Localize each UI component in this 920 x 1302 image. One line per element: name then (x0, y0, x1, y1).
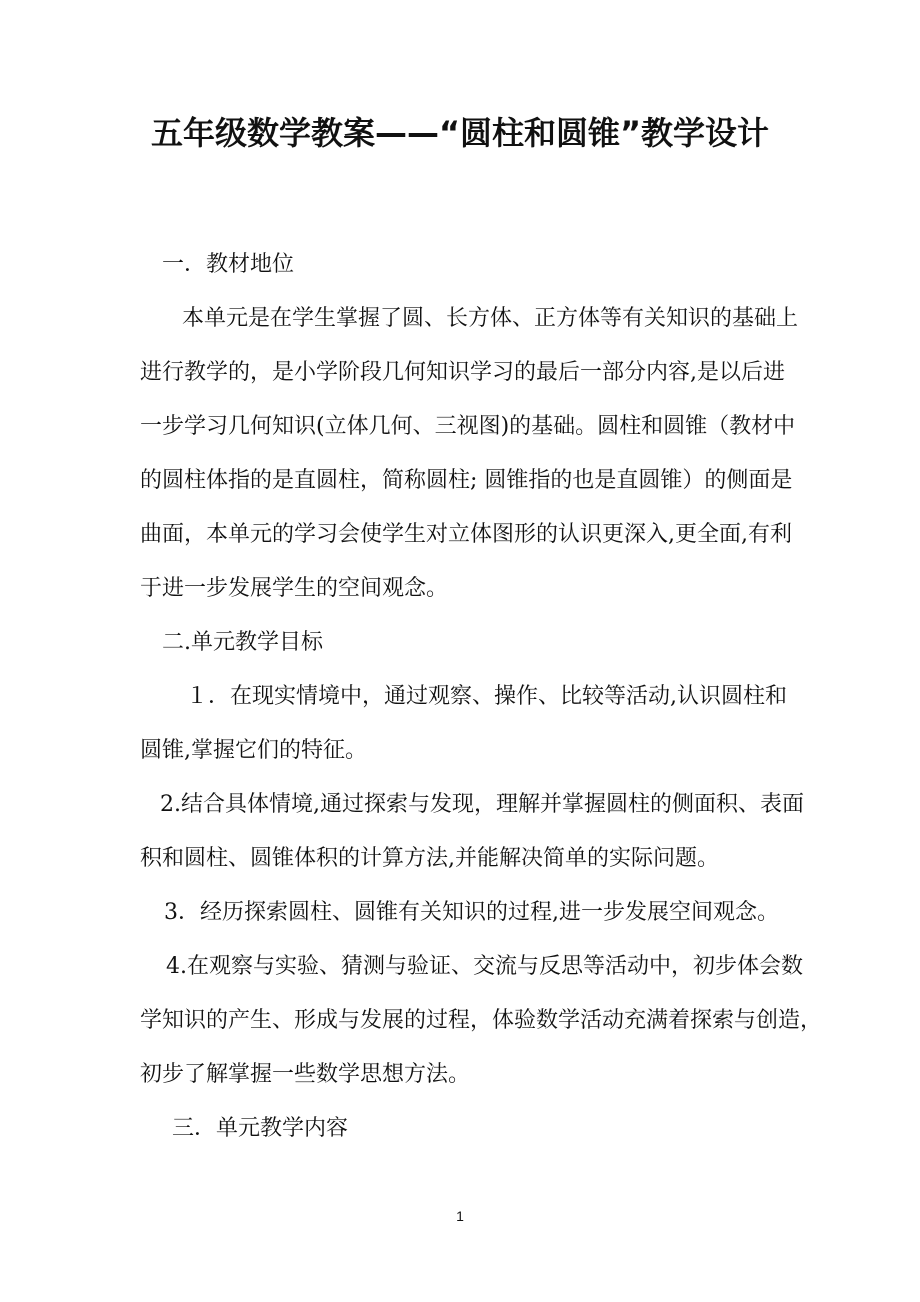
paragraph-line: 于进一步发展学生的空间观念。 (140, 576, 449, 601)
document-title: 五年级数学教案——“圆柱和圆锥”教学设计 (150, 114, 770, 152)
section-heading-2: 二.单元教学目标 (162, 630, 323, 655)
objective-line: 圆锥,掌握它们的特征。 (140, 738, 367, 763)
objective-line: 积和圆柱、圆锥体积的计算方法,并能解决简单的实际问题。 (140, 846, 719, 871)
objective-line: 3．经历探索圆柱、圆锥有关知识的过程,进一步发展空间观念。 (164, 900, 779, 925)
objective-line: 4.在观察与实验、猜测与验证、交流与反思等活动中，初步体会数 (166, 954, 803, 979)
section-heading-1: 一．教材地位 (162, 252, 295, 277)
paragraph-line: 本单元是在学生掌握了圆、长方体、正方体等有关知识的基础上 (182, 306, 799, 331)
paragraph-line: 的圆柱体指的是直圆柱，简称圆柱; 圆锥指的也是直圆锥）的侧面是 (140, 468, 793, 493)
page-number: 1 (456, 1208, 464, 1224)
paragraph-line: 进行教学的，是小学阶段几何知识学习的最后一部分内容,是以后进 (140, 360, 785, 385)
objective-line: １．在现实情境中，通过观察、操作、比较等活动,认识圆柱和 (186, 684, 787, 709)
objective-line: 学知识的产生、形成与发展的过程，体验数学活动充满着探索与创造， (140, 1008, 823, 1033)
objective-line: 2.结合具体情境,通过探索与发现，理解并掌握圆柱的侧面积、表面 (160, 792, 804, 817)
paragraph-line: 一步学习几何知识(立体几何、三视图)的基础。圆柱和圆锥（教材中 (140, 414, 796, 439)
objective-line: 初步了解掌握一些数学思想方法。 (140, 1062, 471, 1087)
section-heading-3: 三．单元教学内容 (172, 1116, 349, 1141)
paragraph-line: 曲面，本单元的学习会使学生对立体图形的认识更深入,更全面,有利 (140, 522, 792, 547)
